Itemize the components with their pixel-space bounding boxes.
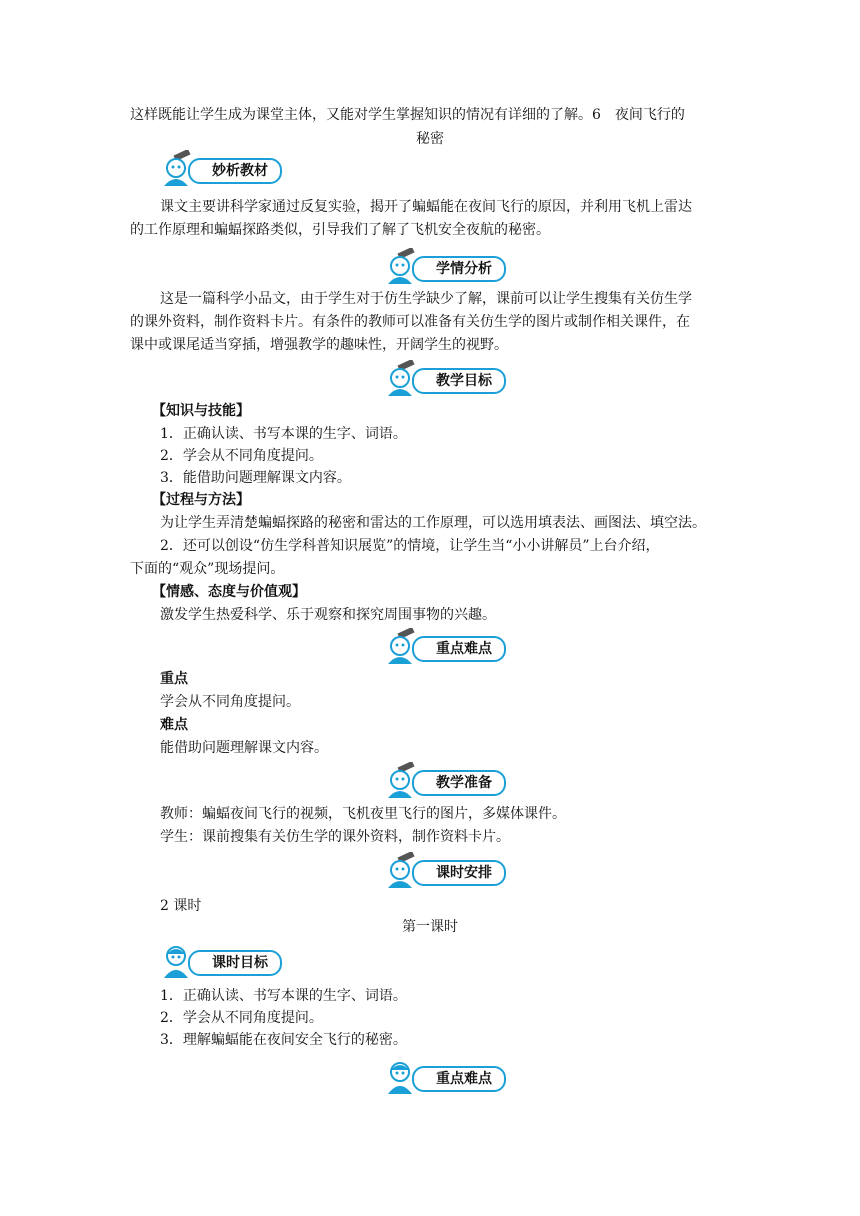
key-text: 学会从不同角度提问。 [160,694,300,710]
prep-teacher: 教师：蝙蝠夜间飞行的视频，飞机夜里飞行的图片，多媒体课件。 [160,806,566,822]
lesson-title: 秘密 [416,131,444,147]
difficult-label: 难点 [160,717,188,733]
list-item: 3．能借助问题理解课文内容。 [160,470,351,486]
section-badge-schedule [384,852,514,886]
section-title: 重点难点 [412,1066,506,1092]
list-item: 2．还可以创设“仿生学科普知识展览”的情境，让学生当“小小讲解员”上台介绍， [160,538,660,554]
section-title: 学情分析 [412,256,506,282]
key-label: 重点 [160,671,188,687]
list-item: 为让学生弄清楚蝙蝠探路的秘密和雷达的工作原理，可以选用填表法、画图法、填空法。 [160,515,706,531]
paragraph-line: 的工作原理和蝙蝠探路类似，引导我们了解了飞机安全夜航的秘密。 [130,222,550,238]
section-badge-analysis [160,150,290,184]
section-badge-keypoints [384,628,514,662]
list-item: 1．正确认读、书写本课的生字、词语。 [160,426,407,442]
section-title: 课时安排 [412,860,506,886]
paragraph-line: 课中或课尾适当穿插，增强教学的趣味性，开阔学生的视野。 [130,337,508,353]
section-title: 重点难点 [412,636,506,662]
schedule-text: 2 课时 [160,898,202,914]
intro-line: 这样既能让学生成为课堂主体，又能对学生掌握知识的情况有详细的了解。6 夜间飞行的 [130,107,685,123]
paragraph-line: 这是一篇科学小品文，由于学生对于仿生学缺少了解，课前可以让学生搜集有关仿生学 [160,291,692,307]
section-title: 教学目标 [412,368,506,394]
list-item: 下面的“观众”现场提问。 [130,561,285,577]
subheading: 【情感、态度与价值观】 [152,584,306,600]
section-badge-learning [384,248,514,282]
section-title: 课时目标 [188,950,282,976]
section-badge-period-goals [160,942,290,976]
list-item: 2．学会从不同角度提问。 [160,448,323,464]
section-title: 教学准备 [412,770,506,796]
list-item: 1．正确认读、书写本课的生字、词语。 [160,988,407,1004]
subheading: 【过程与方法】 [152,492,250,508]
list-item: 激发学生热爱科学、乐于观察和探究周围事物的兴趣。 [160,607,496,623]
list-item: 2．学会从不同角度提问。 [160,1010,323,1026]
period-title: 第一课时 [402,919,458,935]
prep-student: 学生：课前搜集有关仿生学的课外资料，制作资料卡片。 [160,829,510,845]
section-badge-period-keypoints [384,1058,514,1092]
difficult-text: 能借助问题理解课文内容。 [160,740,328,756]
paragraph-line: 课文主要讲科学家通过反复实验，揭开了蝙蝠能在夜间飞行的原因，并利用飞机上雷达 [160,199,692,215]
list-item: 3．理解蝙蝠能在夜间安全飞行的秘密。 [160,1032,407,1048]
section-badge-goals [384,360,514,394]
section-badge-prep [384,762,514,796]
subheading: 【知识与技能】 [152,403,250,419]
section-title: 妙析教材 [188,158,282,184]
paragraph-line: 的课外资料，制作资料卡片。有条件的教师可以准备有关仿生学的图片或制作相关课件，在 [130,314,690,330]
